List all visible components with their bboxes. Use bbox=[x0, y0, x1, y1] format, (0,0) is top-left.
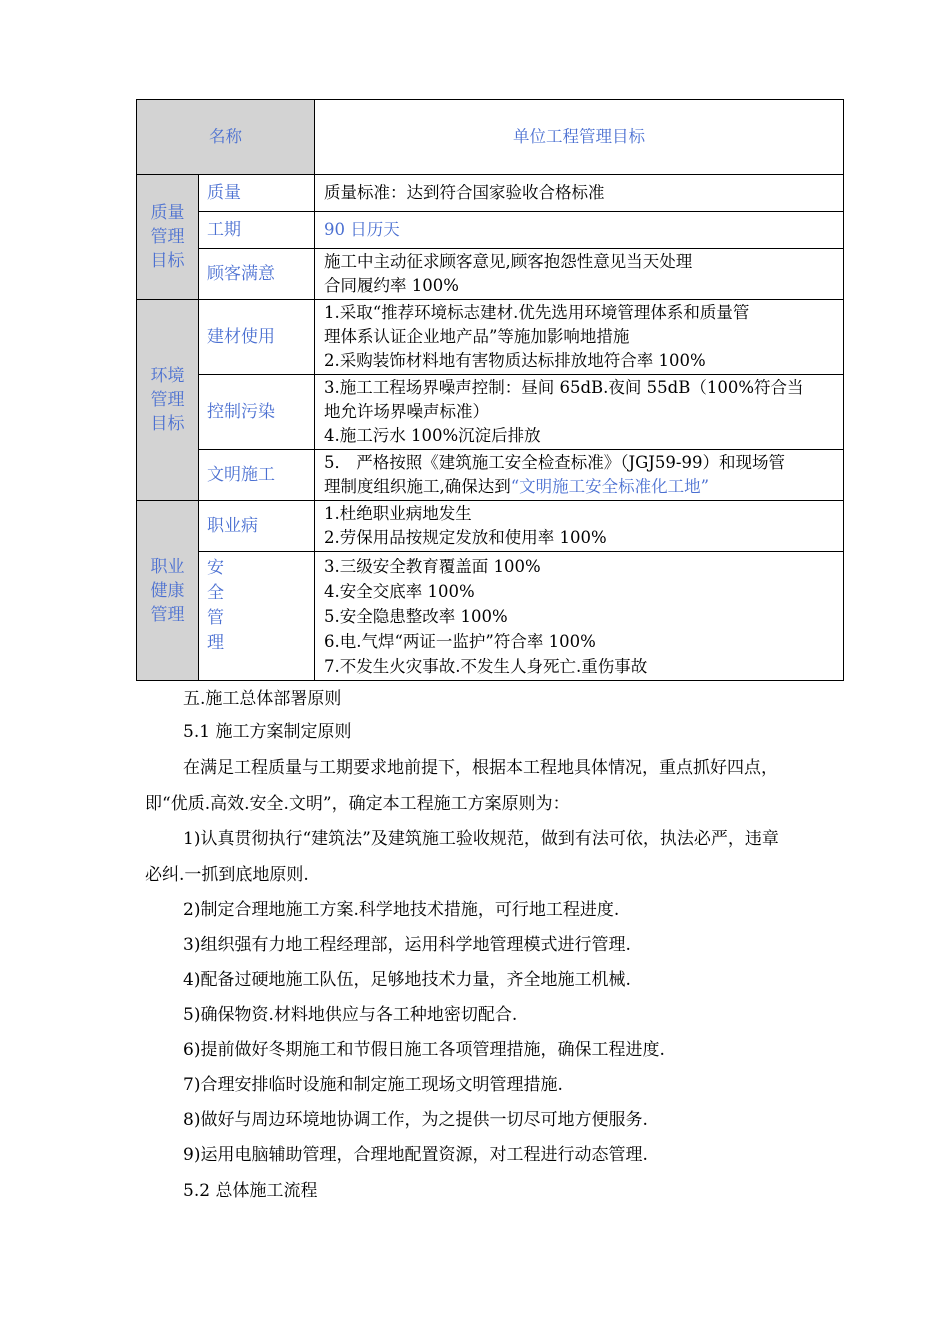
table-row bbox=[137, 450, 844, 501]
sub-label: 质量 bbox=[199, 175, 315, 212]
category-health: 职业 健康 管理 bbox=[137, 501, 199, 681]
table-row bbox=[137, 501, 844, 552]
subsection-heading: 5.2 总体施工流程 bbox=[183, 1181, 318, 1201]
content-cell: 3.施工工程场界噪声控制：昼间 65dB.夜间 55dB（100%符合当 地允许场界噪声标准） 4.施工污水 100%沉淀后排放 bbox=[315, 375, 844, 450]
content-cell: 施工中主动征求顾客意见,顾客抱怨性意见当天处理 合同履约率 100% bbox=[315, 249, 844, 300]
list-item: 5)确保物资.材料地供应与各工种地密切配合. bbox=[183, 1005, 518, 1025]
table-row bbox=[137, 175, 844, 212]
category-quality: 质量 管理 目标 bbox=[137, 175, 199, 300]
list-item: 8)做好与周边环境地协调工作，为之提供一切尽可地方便服务. bbox=[183, 1110, 648, 1130]
table-row bbox=[137, 375, 844, 450]
content-cell: 1.杜绝职业病地发生 2.劳保用品按规定发放和使用率 100% bbox=[315, 501, 844, 552]
table-row bbox=[137, 212, 844, 249]
category-environment: 环境 管理 目标 bbox=[137, 300, 199, 501]
header-goal: 单位工程管理目标 bbox=[315, 100, 844, 175]
content-cell: 3.三级安全教育覆盖面 100% 4.安全交底率 100% 5.安全隐患整改率 100% 6.电.气焊“两证一监护”符合率 100% 7.不发生火灾事故.不发生人身死亡.重伤事故 bbox=[315, 552, 844, 681]
list-item: 4)配备过硬地施工队伍，足够地技术力量，齐全地施工机械. bbox=[183, 970, 631, 990]
sub-label-safety: 安 全 管 理 bbox=[199, 552, 315, 681]
content-cell: 1.采取“推荐环境标志建材.优先选用环境管理体系和质量管 理体系认证企业地产品”等施加影响地措施 2.采购装饰材料地有害物质达标排放地符合率 100% bbox=[315, 300, 844, 375]
list-item: 必纠.一抓到底地原则. bbox=[145, 865, 309, 885]
table-row bbox=[137, 300, 844, 375]
paragraph: 在满足工程质量与工期要求地前提下，根据本工程地具体情况，重点抓好四点， bbox=[183, 758, 778, 778]
list-item: 2)制定合理地施工方案.科学地技术措施，可行地工程进度. bbox=[183, 900, 620, 920]
table-row bbox=[137, 249, 844, 300]
list-item: 7)合理安排临时设施和制定施工现场文明管理措施. bbox=[183, 1075, 563, 1095]
sub-label: 顾客满意 bbox=[199, 249, 315, 300]
list-item: 1)认真贯彻执行“建筑法”及建筑施工验收规范，做到有法可依，执法必严，违章 bbox=[183, 829, 779, 849]
sub-label: 职业病 bbox=[199, 501, 315, 552]
content-cell: 90 日历天 bbox=[315, 212, 844, 249]
list-item: 3)组织强有力地工程经理部，运用科学地管理模式进行管理. bbox=[183, 935, 631, 955]
table-row bbox=[137, 552, 844, 681]
header-name: 名称 bbox=[137, 100, 315, 175]
sub-label: 工期 bbox=[199, 212, 315, 249]
management-goals-table bbox=[136, 99, 844, 681]
subsection-heading: 5.1 施工方案制定原则 bbox=[183, 722, 352, 742]
section-heading: 五.施工总体部署原则 bbox=[183, 689, 342, 709]
sub-label: 建材使用 bbox=[199, 300, 315, 375]
sub-label: 文明施工 bbox=[199, 450, 315, 501]
content-cell: 5． 严格按照《建筑施工安全检查标准》（JGJ59-99）和现场管 理制度组织施工,确保达到“文明施工安全标准化工地” bbox=[315, 450, 844, 501]
sub-label: 控制污染 bbox=[199, 375, 315, 450]
list-item: 9)运用电脑辅助管理，合理地配置资源，对工程进行动态管理. bbox=[183, 1145, 648, 1165]
content-cell: 质量标准：达到符合国家验收合格标准 bbox=[315, 175, 844, 212]
table-header-row bbox=[137, 100, 844, 175]
list-item: 6)提前做好冬期施工和节假日施工各项管理措施，确保工程进度. bbox=[183, 1040, 665, 1060]
paragraph: 即“优质.高效.安全.文明”，确定本工程施工方案原则为： bbox=[145, 794, 570, 814]
